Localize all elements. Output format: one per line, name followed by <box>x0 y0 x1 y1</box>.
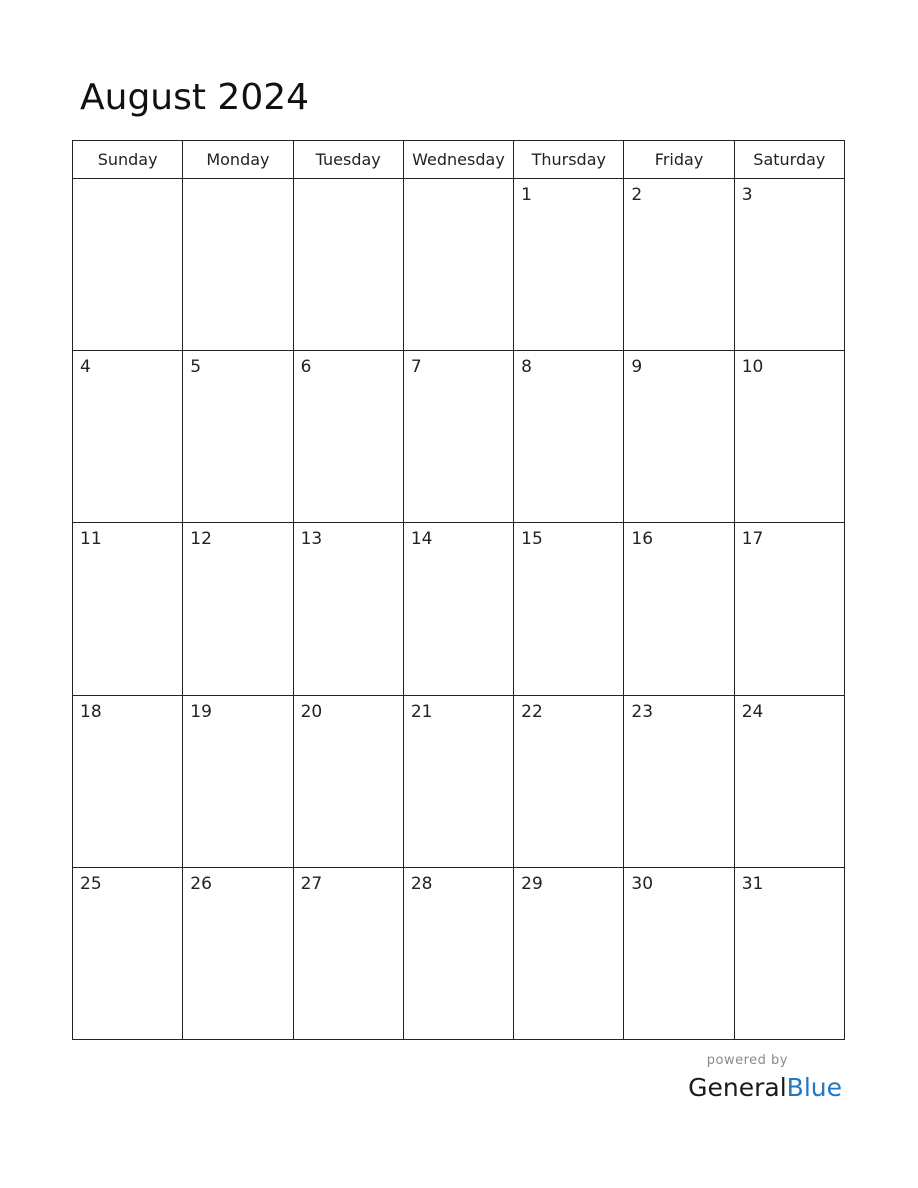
day-cell <box>624 695 734 867</box>
day-number: 27 <box>300 873 323 894</box>
weekday-thursday: Thursday <box>514 141 624 179</box>
day-cell <box>514 179 624 351</box>
week-row-4 <box>73 695 845 867</box>
day-cell <box>403 523 513 695</box>
brand-footer <box>688 1052 842 1104</box>
calendar-grid <box>72 140 845 1040</box>
day-number <box>294 179 403 184</box>
day-number: 24 <box>741 701 764 722</box>
day-cell <box>293 179 403 351</box>
day-cell <box>183 695 293 867</box>
generalblue-logo <box>688 1072 842 1104</box>
day-number: 10 <box>741 357 764 378</box>
day-cell <box>293 523 403 695</box>
day-cell <box>403 179 513 351</box>
day-cell <box>514 867 624 1039</box>
day-number: 3 <box>741 185 753 205</box>
day-number: 28 <box>410 873 433 894</box>
day-number: 11 <box>80 529 102 550</box>
day-number: 9 <box>631 357 643 378</box>
day-cell <box>734 523 844 695</box>
weekday-tuesday: Tuesday <box>293 141 403 179</box>
day-number: 25 <box>80 873 102 894</box>
day-cell <box>293 867 403 1039</box>
day-cell <box>624 351 734 523</box>
week-row-2 <box>73 351 845 523</box>
day-number <box>404 179 513 184</box>
weekday-friday: Friday <box>624 141 734 179</box>
day-number <box>183 179 292 184</box>
weekday-saturday: Saturday <box>734 141 844 179</box>
day-number: 6 <box>300 357 312 378</box>
day-cell <box>183 351 293 523</box>
day-cell <box>73 523 183 695</box>
day-number: 7 <box>410 357 422 378</box>
day-cell <box>293 351 403 523</box>
weekday-monday: Monday <box>183 141 293 179</box>
day-cell <box>734 351 844 523</box>
day-number: 4 <box>80 357 91 378</box>
day-number: 1 <box>521 185 532 205</box>
day-cell <box>183 867 293 1039</box>
day-cell <box>624 179 734 351</box>
weekday-header-row <box>73 141 845 179</box>
day-number: 8 <box>521 357 532 378</box>
day-cell <box>734 867 844 1039</box>
day-number <box>73 179 182 184</box>
day-number: 26 <box>190 873 212 894</box>
day-cell <box>183 179 293 351</box>
day-number: 12 <box>190 529 212 550</box>
day-cell <box>403 351 513 523</box>
day-number: 23 <box>631 701 654 722</box>
day-cell <box>403 867 513 1039</box>
week-row-5 <box>73 867 845 1039</box>
day-cell <box>514 695 624 867</box>
day-number: 30 <box>631 873 654 894</box>
day-number: 21 <box>410 701 433 722</box>
day-cell <box>73 867 183 1039</box>
day-number: 16 <box>631 529 654 550</box>
day-cell <box>73 179 183 351</box>
day-number: 14 <box>410 529 433 550</box>
day-number: 20 <box>300 701 323 722</box>
day-cell <box>514 351 624 523</box>
day-cell <box>293 695 403 867</box>
logo-text-blue: Blue <box>786 1073 842 1102</box>
weekday-wednesday: Wednesday <box>403 141 513 179</box>
day-cell <box>624 523 734 695</box>
day-cell <box>403 695 513 867</box>
day-cell <box>183 523 293 695</box>
day-number: 22 <box>521 701 543 722</box>
logo-text-general: General <box>688 1073 787 1102</box>
page-title: August 2024 <box>80 77 310 118</box>
weekday-sunday: Sunday <box>73 141 183 179</box>
day-cell <box>734 695 844 867</box>
day-cell <box>514 523 624 695</box>
day-cell <box>734 179 844 351</box>
week-row-1 <box>73 179 845 351</box>
day-cell <box>624 867 734 1039</box>
day-number: 5 <box>190 357 202 378</box>
day-number: 19 <box>190 701 212 722</box>
day-number: 18 <box>80 701 102 722</box>
day-number: 15 <box>521 529 543 550</box>
day-number: 31 <box>741 873 764 894</box>
powered-by-label: powered by <box>706 1053 788 1068</box>
day-number: 17 <box>741 529 764 550</box>
day-number: 2 <box>631 185 643 205</box>
day-cell <box>73 351 183 523</box>
day-number: 29 <box>521 873 543 894</box>
week-row-3 <box>73 523 845 695</box>
day-cell <box>73 695 183 867</box>
day-number: 13 <box>300 529 323 550</box>
